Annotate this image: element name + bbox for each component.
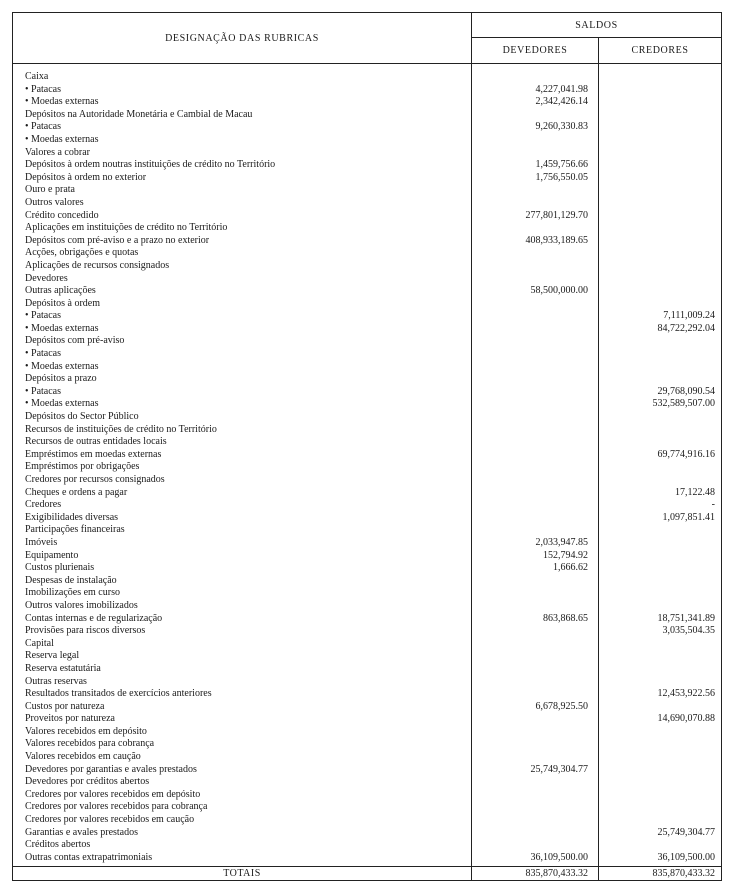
table-row: [13, 751, 722, 764]
row-credores: [599, 96, 722, 109]
table-row: [13, 663, 722, 676]
table-row: [13, 273, 722, 286]
row-label: Créditos abertos: [13, 839, 472, 852]
row-devedores: [472, 298, 599, 311]
table-row: [13, 512, 722, 525]
row-devedores: [472, 323, 599, 336]
row-devedores: [472, 789, 599, 802]
table-row: [13, 335, 722, 348]
row-credores: [599, 424, 722, 437]
row-credores: 17,122.48: [599, 487, 722, 500]
row-credores: [599, 638, 722, 651]
row-devedores: 4,227,041.98: [472, 84, 599, 97]
table-row: [13, 537, 722, 550]
table-row: [13, 688, 722, 701]
row-label: Imóveis: [13, 537, 472, 550]
row-credores: [599, 575, 722, 588]
row-devedores: 863,868.65: [472, 613, 599, 626]
totals-row: [13, 867, 722, 881]
row-label: Ouro e prata: [13, 184, 472, 197]
row-credores: [599, 726, 722, 739]
table-row: [13, 776, 722, 789]
table-row: [13, 222, 722, 235]
table-row: [13, 310, 722, 323]
row-credores: [599, 751, 722, 764]
balance-table: [12, 12, 722, 881]
row-credores: [599, 109, 722, 122]
table-row: [13, 600, 722, 613]
row-devedores: [472, 524, 599, 537]
row-label: Cheques e ordens a pagar: [13, 487, 472, 500]
table-row: [13, 159, 722, 172]
row-devedores: [472, 373, 599, 386]
row-label: Depósitos com pré-aviso e a prazo no exterior: [13, 235, 472, 248]
row-label: Depósitos do Sector Público: [13, 411, 472, 424]
row-devedores: 1,459,756.66: [472, 159, 599, 172]
row-label: Caixa: [13, 71, 472, 84]
row-label: Recursos de outras entidades locais: [13, 436, 472, 449]
row-label: • Moedas externas: [13, 96, 472, 109]
row-devedores: [472, 650, 599, 663]
header-devedores: DEVEDORES: [472, 38, 599, 64]
row-credores: [599, 71, 722, 84]
row-devedores: [472, 424, 599, 437]
row-devedores: 2,033,947.85: [472, 537, 599, 550]
row-label: • Moedas externas: [13, 323, 472, 336]
row-label: Imobilizações em curso: [13, 587, 472, 600]
row-label: Depósitos a prazo: [13, 373, 472, 386]
row-credores: [599, 789, 722, 802]
row-credores: 18,751,341.89: [599, 613, 722, 626]
table-row: [13, 147, 722, 160]
row-label: Proveitos por natureza: [13, 713, 472, 726]
row-credores: 532,589,507.00: [599, 398, 722, 411]
row-label: Valores a cobrar: [13, 147, 472, 160]
header-credores: CREDORES: [599, 38, 722, 64]
row-label: Devedores por garantias e avales prestados: [13, 764, 472, 777]
row-devedores: [472, 625, 599, 638]
table-row: [13, 562, 722, 575]
row-devedores: 152,794.92: [472, 550, 599, 563]
table-row: [13, 298, 722, 311]
row-devedores: [472, 487, 599, 500]
row-credores: [599, 550, 722, 563]
row-label: Empréstimos por obrigações: [13, 461, 472, 474]
row-label: Custos por natureza: [13, 701, 472, 714]
table-row: [13, 587, 722, 600]
table-row: [13, 789, 722, 802]
row-devedores: [472, 499, 599, 512]
row-label: Participações financeiras: [13, 524, 472, 537]
row-label: Equipamento: [13, 550, 472, 563]
table-header: [13, 13, 722, 64]
totals-credores: 835,870,433.32: [599, 867, 722, 881]
row-devedores: 25,749,304.77: [472, 764, 599, 777]
table-row: [13, 814, 722, 827]
row-devedores: [472, 147, 599, 160]
row-devedores: [472, 411, 599, 424]
table-row: [13, 550, 722, 563]
table-row: [13, 247, 722, 260]
row-devedores: [472, 386, 599, 399]
row-credores: [599, 537, 722, 550]
table-row: [13, 134, 722, 147]
row-credores: 69,774,916.16: [599, 449, 722, 462]
row-label: Outras reservas: [13, 676, 472, 689]
table-row: [13, 373, 722, 386]
row-credores: [599, 587, 722, 600]
table-row: [13, 524, 722, 537]
row-label: Credores por valores recebidos em depósito: [13, 789, 472, 802]
row-label: Outros valores imobilizados: [13, 600, 472, 613]
row-devedores: [472, 726, 599, 739]
table-row: [13, 96, 722, 109]
table-row: [13, 449, 722, 462]
row-devedores: [472, 600, 599, 613]
row-devedores: [472, 676, 599, 689]
table-row: [13, 764, 722, 777]
table-row: [13, 109, 722, 122]
table-row: [13, 210, 722, 223]
table-row: [13, 613, 722, 626]
row-credores: 84,722,292.04: [599, 323, 722, 336]
row-label: Devedores por créditos abertos: [13, 776, 472, 789]
table-row: [13, 361, 722, 374]
row-credores: [599, 663, 722, 676]
table-row: [13, 260, 722, 273]
row-label: Depósitos com pré-aviso: [13, 335, 472, 348]
table-row: [13, 499, 722, 512]
row-label: Resultados transitados de exercícios anteriores: [13, 688, 472, 701]
table-row: [13, 827, 722, 840]
row-credores: [599, 524, 722, 537]
row-devedores: 1,666.62: [472, 562, 599, 575]
row-devedores: [472, 184, 599, 197]
row-credores: [599, 461, 722, 474]
row-label: Credores por valores recebidos para cobrança: [13, 801, 472, 814]
row-label: Aplicações de recursos consignados: [13, 260, 472, 273]
row-credores: [599, 436, 722, 449]
row-label: • Patacas: [13, 348, 472, 361]
row-credores: 1,097,851.41: [599, 512, 722, 525]
table-row: [13, 713, 722, 726]
row-devedores: [472, 197, 599, 210]
table-row: [13, 436, 722, 449]
row-devedores: [472, 436, 599, 449]
row-credores: [599, 764, 722, 777]
row-devedores: 9,260,330.83: [472, 121, 599, 134]
row-credores: [599, 335, 722, 348]
row-credores: [599, 147, 722, 160]
table-row: [13, 461, 722, 474]
row-devedores: [472, 260, 599, 273]
row-credores: 29,768,090.54: [599, 386, 722, 399]
row-devedores: [472, 587, 599, 600]
row-credores: [599, 159, 722, 172]
row-label: Capital: [13, 638, 472, 651]
row-label: Depósitos à ordem noutras instituições de crédito no Território: [13, 159, 472, 172]
row-credores: 3,035,504.35: [599, 625, 722, 638]
row-devedores: 36,109,500.00: [472, 852, 599, 867]
row-devedores: 2,342,426.14: [472, 96, 599, 109]
row-devedores: [472, 474, 599, 487]
row-label: Custos plurienais: [13, 562, 472, 575]
row-devedores: [472, 814, 599, 827]
row-credores: [599, 134, 722, 147]
table-row: [13, 285, 722, 298]
row-devedores: [472, 512, 599, 525]
row-credores: [599, 738, 722, 751]
row-label: Valores recebidos para cobrança: [13, 738, 472, 751]
row-devedores: [472, 361, 599, 374]
row-devedores: 408,933,189.65: [472, 235, 599, 248]
row-label: Credores: [13, 499, 472, 512]
row-devedores: [472, 638, 599, 651]
totals-devedores: 835,870,433.32: [472, 867, 599, 881]
row-credores: 7,111,009.24: [599, 310, 722, 323]
table-row: [13, 487, 722, 500]
row-label: Exigibilidades diversas: [13, 512, 472, 525]
row-devedores: [472, 348, 599, 361]
row-devedores: [472, 776, 599, 789]
row-credores: [599, 474, 722, 487]
row-credores: [599, 676, 722, 689]
table-row: [13, 676, 722, 689]
row-label: • Moedas externas: [13, 398, 472, 411]
row-credores: 25,749,304.77: [599, 827, 722, 840]
row-devedores: [472, 751, 599, 764]
row-credores: [599, 235, 722, 248]
table-row: [13, 172, 722, 185]
table-row: [13, 386, 722, 399]
row-label: Recursos de instituições de crédito no Território: [13, 424, 472, 437]
row-label: Outros valores: [13, 197, 472, 210]
table-row: [13, 184, 722, 197]
row-label: • Moedas externas: [13, 361, 472, 374]
table-row: [13, 474, 722, 487]
header-designacao: DESIGNAÇÃO DAS RUBRICAS: [13, 13, 472, 64]
row-credores: [599, 600, 722, 613]
row-label: Reserva estatutária: [13, 663, 472, 676]
table-row: [13, 411, 722, 424]
table-row: [13, 738, 722, 751]
table-row: [13, 398, 722, 411]
row-label: Provisões para riscos diversos: [13, 625, 472, 638]
row-label: Garantias e avales prestados: [13, 827, 472, 840]
row-label: Depósitos à ordem: [13, 298, 472, 311]
table-row: [13, 235, 722, 248]
row-label: Outras contas extrapatrimoniais: [13, 852, 472, 867]
row-label: Contas internas e de regularização: [13, 613, 472, 626]
row-devedores: 58,500,000.00: [472, 285, 599, 298]
header-saldos: SALDOS: [472, 13, 722, 38]
row-credores: [599, 260, 722, 273]
row-devedores: [472, 713, 599, 726]
row-label: Credores por recursos consignados: [13, 474, 472, 487]
row-devedores: [472, 827, 599, 840]
row-devedores: 277,801,129.70: [472, 210, 599, 223]
row-devedores: [472, 839, 599, 852]
row-label: Reserva legal: [13, 650, 472, 663]
row-credores: [599, 247, 722, 260]
row-credores: -: [599, 499, 722, 512]
table-row: [13, 726, 722, 739]
row-credores: [599, 776, 722, 789]
row-label: Valores recebidos em depósito: [13, 726, 472, 739]
row-credores: [599, 285, 722, 298]
row-label: • Patacas: [13, 386, 472, 399]
row-label: Depósitos na Autoridade Monetária e Cambial de Macau: [13, 109, 472, 122]
row-label: Crédito concedido: [13, 210, 472, 223]
row-credores: [599, 801, 722, 814]
table-row: [13, 575, 722, 588]
row-label: • Patacas: [13, 84, 472, 97]
row-devedores: [472, 575, 599, 588]
row-devedores: [472, 310, 599, 323]
row-label: Devedores: [13, 273, 472, 286]
row-label: • Patacas: [13, 121, 472, 134]
row-devedores: [472, 222, 599, 235]
row-credores: 12,453,922.56: [599, 688, 722, 701]
row-devedores: [472, 273, 599, 286]
spacer-row: [13, 64, 722, 72]
row-label: Acções, obrigações e quotas: [13, 247, 472, 260]
row-label: Depósitos à ordem no exterior: [13, 172, 472, 185]
row-devedores: 6,678,925.50: [472, 701, 599, 714]
table-row: [13, 197, 722, 210]
table-row: [13, 650, 722, 663]
row-credores: [599, 84, 722, 97]
row-credores: [599, 172, 722, 185]
row-label: Credores por valores recebidos em caução: [13, 814, 472, 827]
row-credores: [599, 184, 722, 197]
table-row: [13, 71, 722, 84]
row-devedores: [472, 663, 599, 676]
row-devedores: [472, 449, 599, 462]
row-label: Aplicações em instituições de crédito no Território: [13, 222, 472, 235]
row-devedores: [472, 398, 599, 411]
row-credores: 36,109,500.00: [599, 852, 722, 867]
table-row: [13, 424, 722, 437]
table-row: [13, 625, 722, 638]
table-row: [13, 121, 722, 134]
row-devedores: [472, 134, 599, 147]
row-credores: [599, 701, 722, 714]
row-devedores: [472, 335, 599, 348]
row-credores: [599, 411, 722, 424]
row-credores: [599, 814, 722, 827]
table-row: [13, 323, 722, 336]
row-devedores: [472, 688, 599, 701]
table-row: [13, 348, 722, 361]
row-credores: [599, 650, 722, 663]
row-devedores: [472, 71, 599, 84]
table-row: [13, 638, 722, 651]
row-devedores: [472, 461, 599, 474]
totals-label: TOTAIS: [13, 867, 472, 881]
row-label: • Moedas externas: [13, 134, 472, 147]
row-devedores: [472, 738, 599, 751]
row-devedores: 1,756,550.05: [472, 172, 599, 185]
table-row: [13, 839, 722, 852]
row-devedores: [472, 109, 599, 122]
row-credores: [599, 222, 722, 235]
row-credores: [599, 210, 722, 223]
row-credores: [599, 298, 722, 311]
row-label: Outras aplicações: [13, 285, 472, 298]
row-label: Empréstimos em moedas externas: [13, 449, 472, 462]
table-body: [13, 64, 722, 867]
row-label: • Patacas: [13, 310, 472, 323]
table-row: [13, 84, 722, 97]
row-credores: [599, 562, 722, 575]
row-credores: [599, 839, 722, 852]
row-label: Valores recebidos em caução: [13, 751, 472, 764]
table-row: [13, 801, 722, 814]
row-credores: [599, 361, 722, 374]
table-row: [13, 701, 722, 714]
row-credores: [599, 373, 722, 386]
row-credores: 14,690,070.88: [599, 713, 722, 726]
row-credores: [599, 348, 722, 361]
row-credores: [599, 197, 722, 210]
row-label: Despesas de instalação: [13, 575, 472, 588]
row-devedores: [472, 801, 599, 814]
row-devedores: [472, 247, 599, 260]
row-credores: [599, 121, 722, 134]
table-row: [13, 852, 722, 867]
row-credores: [599, 273, 722, 286]
